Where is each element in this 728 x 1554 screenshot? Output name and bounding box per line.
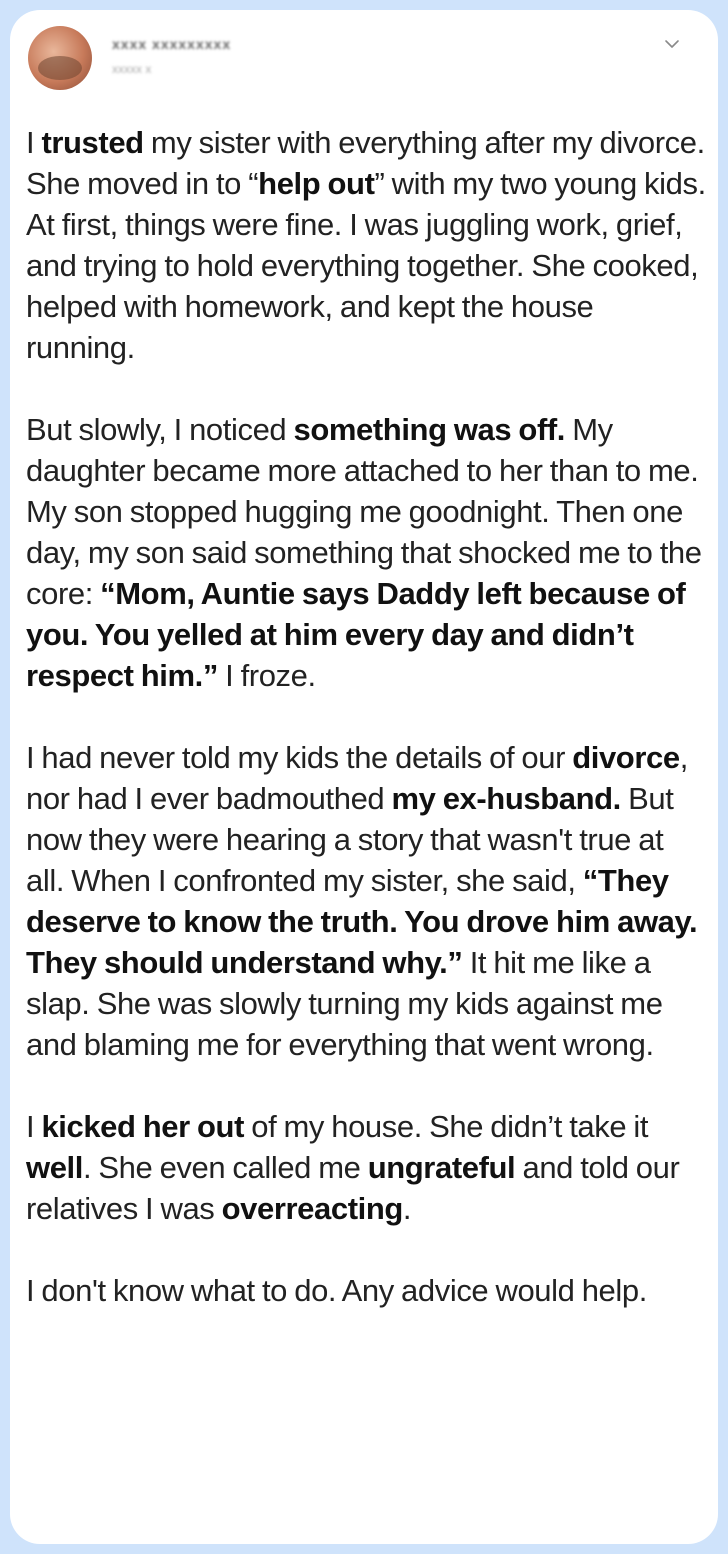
text-segment: I don't know what to do. Any advice would help. xyxy=(26,1273,647,1308)
author-handle: xxxxx x xyxy=(112,62,152,76)
chevron-down-icon[interactable] xyxy=(664,36,680,52)
bold-text: help out xyxy=(258,166,375,201)
text-segment: My daughter became more attached to her than to me. My son stopped hugging me goodnight. Then one day, my son said something that shocked me to the core: xyxy=(26,412,702,611)
post-paragraph-4 xyxy=(26,1106,706,1229)
bold-quote: “They deserve to know the truth. You drove him away. They should understand why.” xyxy=(26,863,698,980)
bold-text: my ex-husband. xyxy=(391,781,621,816)
text-segment: It hit me like a slap. She was slowly turning my kids against me and blaming me for everything that went wrong. xyxy=(26,945,663,1062)
text-segment: my sister with everything after my divorce. She moved in to “ xyxy=(26,125,705,201)
bold-text: divorce xyxy=(572,740,680,775)
text-segment: and told our relatives I was xyxy=(26,1150,680,1226)
bold-text: well xyxy=(26,1150,83,1185)
bold-text: something was off. xyxy=(293,412,566,447)
bold-text: kicked her out xyxy=(41,1109,245,1144)
author-name[interactable]: xxxx xxxxxxxxx xyxy=(112,36,232,52)
text-segment: I xyxy=(26,1109,42,1144)
author-avatar[interactable] xyxy=(28,26,92,90)
text-segment: But slowly, I noticed xyxy=(26,412,294,447)
text-segment: But now they were hearing a story that wasn't true at all. When I confronted my sister, she said, xyxy=(26,781,674,898)
post-paragraph-3 xyxy=(26,737,706,1065)
post-paragraph-2 xyxy=(26,409,706,696)
text-segment: of my house. She didn’t take it xyxy=(244,1109,649,1144)
post-paragraph-5 xyxy=(26,1270,706,1311)
text-segment: . She even called me xyxy=(82,1150,368,1185)
post-card xyxy=(10,10,718,1544)
text-segment: ” with my two young kids. At first, things were fine. I was juggling work, grief, and trying to hold everything together. She cooked, helped with homework, and kept the house running. xyxy=(26,166,706,365)
bold-text: overreacting xyxy=(221,1191,403,1226)
bold-text: ungrateful xyxy=(367,1150,516,1185)
bold-quote: “Mom, Auntie says Daddy left because of you. You yelled at him every day and didn’t respect him.” xyxy=(26,576,686,693)
text-segment: I had never told my kids the details of our xyxy=(26,740,573,775)
post-body xyxy=(26,122,706,1352)
text-segment: I froze. xyxy=(217,658,316,693)
text-segment: . xyxy=(402,1191,412,1226)
post-paragraph-1 xyxy=(26,122,706,368)
text-segment: , nor had I ever badmouthed xyxy=(26,740,688,816)
bold-text: trusted xyxy=(41,125,144,160)
text-segment: I xyxy=(26,125,42,160)
